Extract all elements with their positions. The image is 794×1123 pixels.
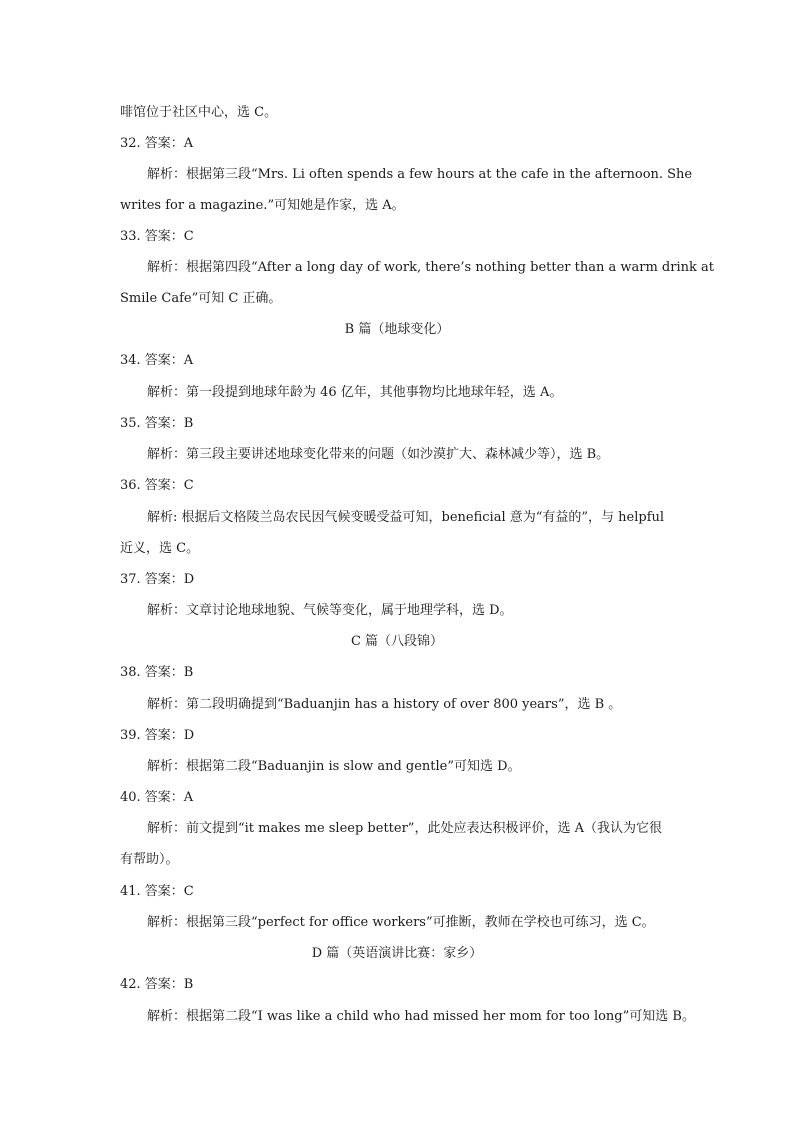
answer-line: 40. 答案：A xyxy=(120,790,194,805)
explanation-line: 解析：根据第二段“I was like a child who had missed her mom for too long”可知选 B。 xyxy=(147,1009,695,1024)
explanation-line: 近义，选 C。 xyxy=(120,541,200,556)
explanation-line: writes for a magazine.”可知她是作家，选 A。 xyxy=(120,198,405,213)
section-heading: B 篇（地球变化） xyxy=(344,322,450,337)
section-heading: D 篇（英语演讲比赛：家乡） xyxy=(311,946,483,961)
explanation-line: 啡馆位于社区中心，选 C。 xyxy=(120,105,278,120)
explanation-line: 解析: 根据后文格陵兰岛农民因气候变暖受益可知，beneficial 意为“有益的”，与 helpful xyxy=(147,510,665,525)
explanation-line: 有帮助）。 xyxy=(120,852,179,867)
answer-line: 41. 答案：C xyxy=(120,884,194,899)
section-heading: C 篇（八段锦） xyxy=(350,634,444,649)
answer-line: 32. 答案：A xyxy=(120,136,194,151)
answer-line: 34. 答案：A xyxy=(120,353,194,368)
answer-line: 35. 答案：B xyxy=(120,416,194,431)
answer-line: 36. 答案：C xyxy=(120,478,194,493)
answer-line: 42. 答案：B xyxy=(120,977,194,992)
answer-line: 33. 答案：C xyxy=(120,229,194,244)
explanation-line: 解析：根据第四段“After a long day of work, there’s nothing better than a warm drink at xyxy=(147,260,714,275)
explanation-line: 解析：根据第二段“Baduanjin is slow and gentle”可知选 D。 xyxy=(147,759,521,774)
answer-line: 38. 答案：B xyxy=(120,665,194,680)
answer-line: 39. 答案：D xyxy=(120,728,195,743)
explanation-line: 解析：前文提到“it makes me sleep better”，此处应表达积极评价，选 A（我认为它很 xyxy=(147,821,662,836)
explanation-line: Smile Cafe”可知 C 正确。 xyxy=(120,291,282,306)
explanation-line: 解析：根据第三段“Mrs. Li often spends a few hours at the cafe in the afternoon. She xyxy=(147,167,693,182)
answer-line: 37. 答案：D xyxy=(120,572,195,587)
explanation-line: 解析：第三段主要讲述地球变化带来的问题（如沙漠扩大、森林减少等），选 B。 xyxy=(147,447,610,462)
explanation-line: 解析：第一段提到地球年龄为 46 亿年，其他事物均比地球年轻，选 A。 xyxy=(147,385,563,400)
explanation-line: 解析：文章讨论地球地貌、气候等变化，属于地理学科，选 D。 xyxy=(147,603,513,618)
explanation-line: 解析：根据第三段“perfect for office workers”可推断，教师在学校也可练习，选 C。 xyxy=(147,915,655,930)
explanation-line: 解析：第二段明确提到“Baduanjin has a history of over 800 years”，选 B 。 xyxy=(147,697,622,712)
